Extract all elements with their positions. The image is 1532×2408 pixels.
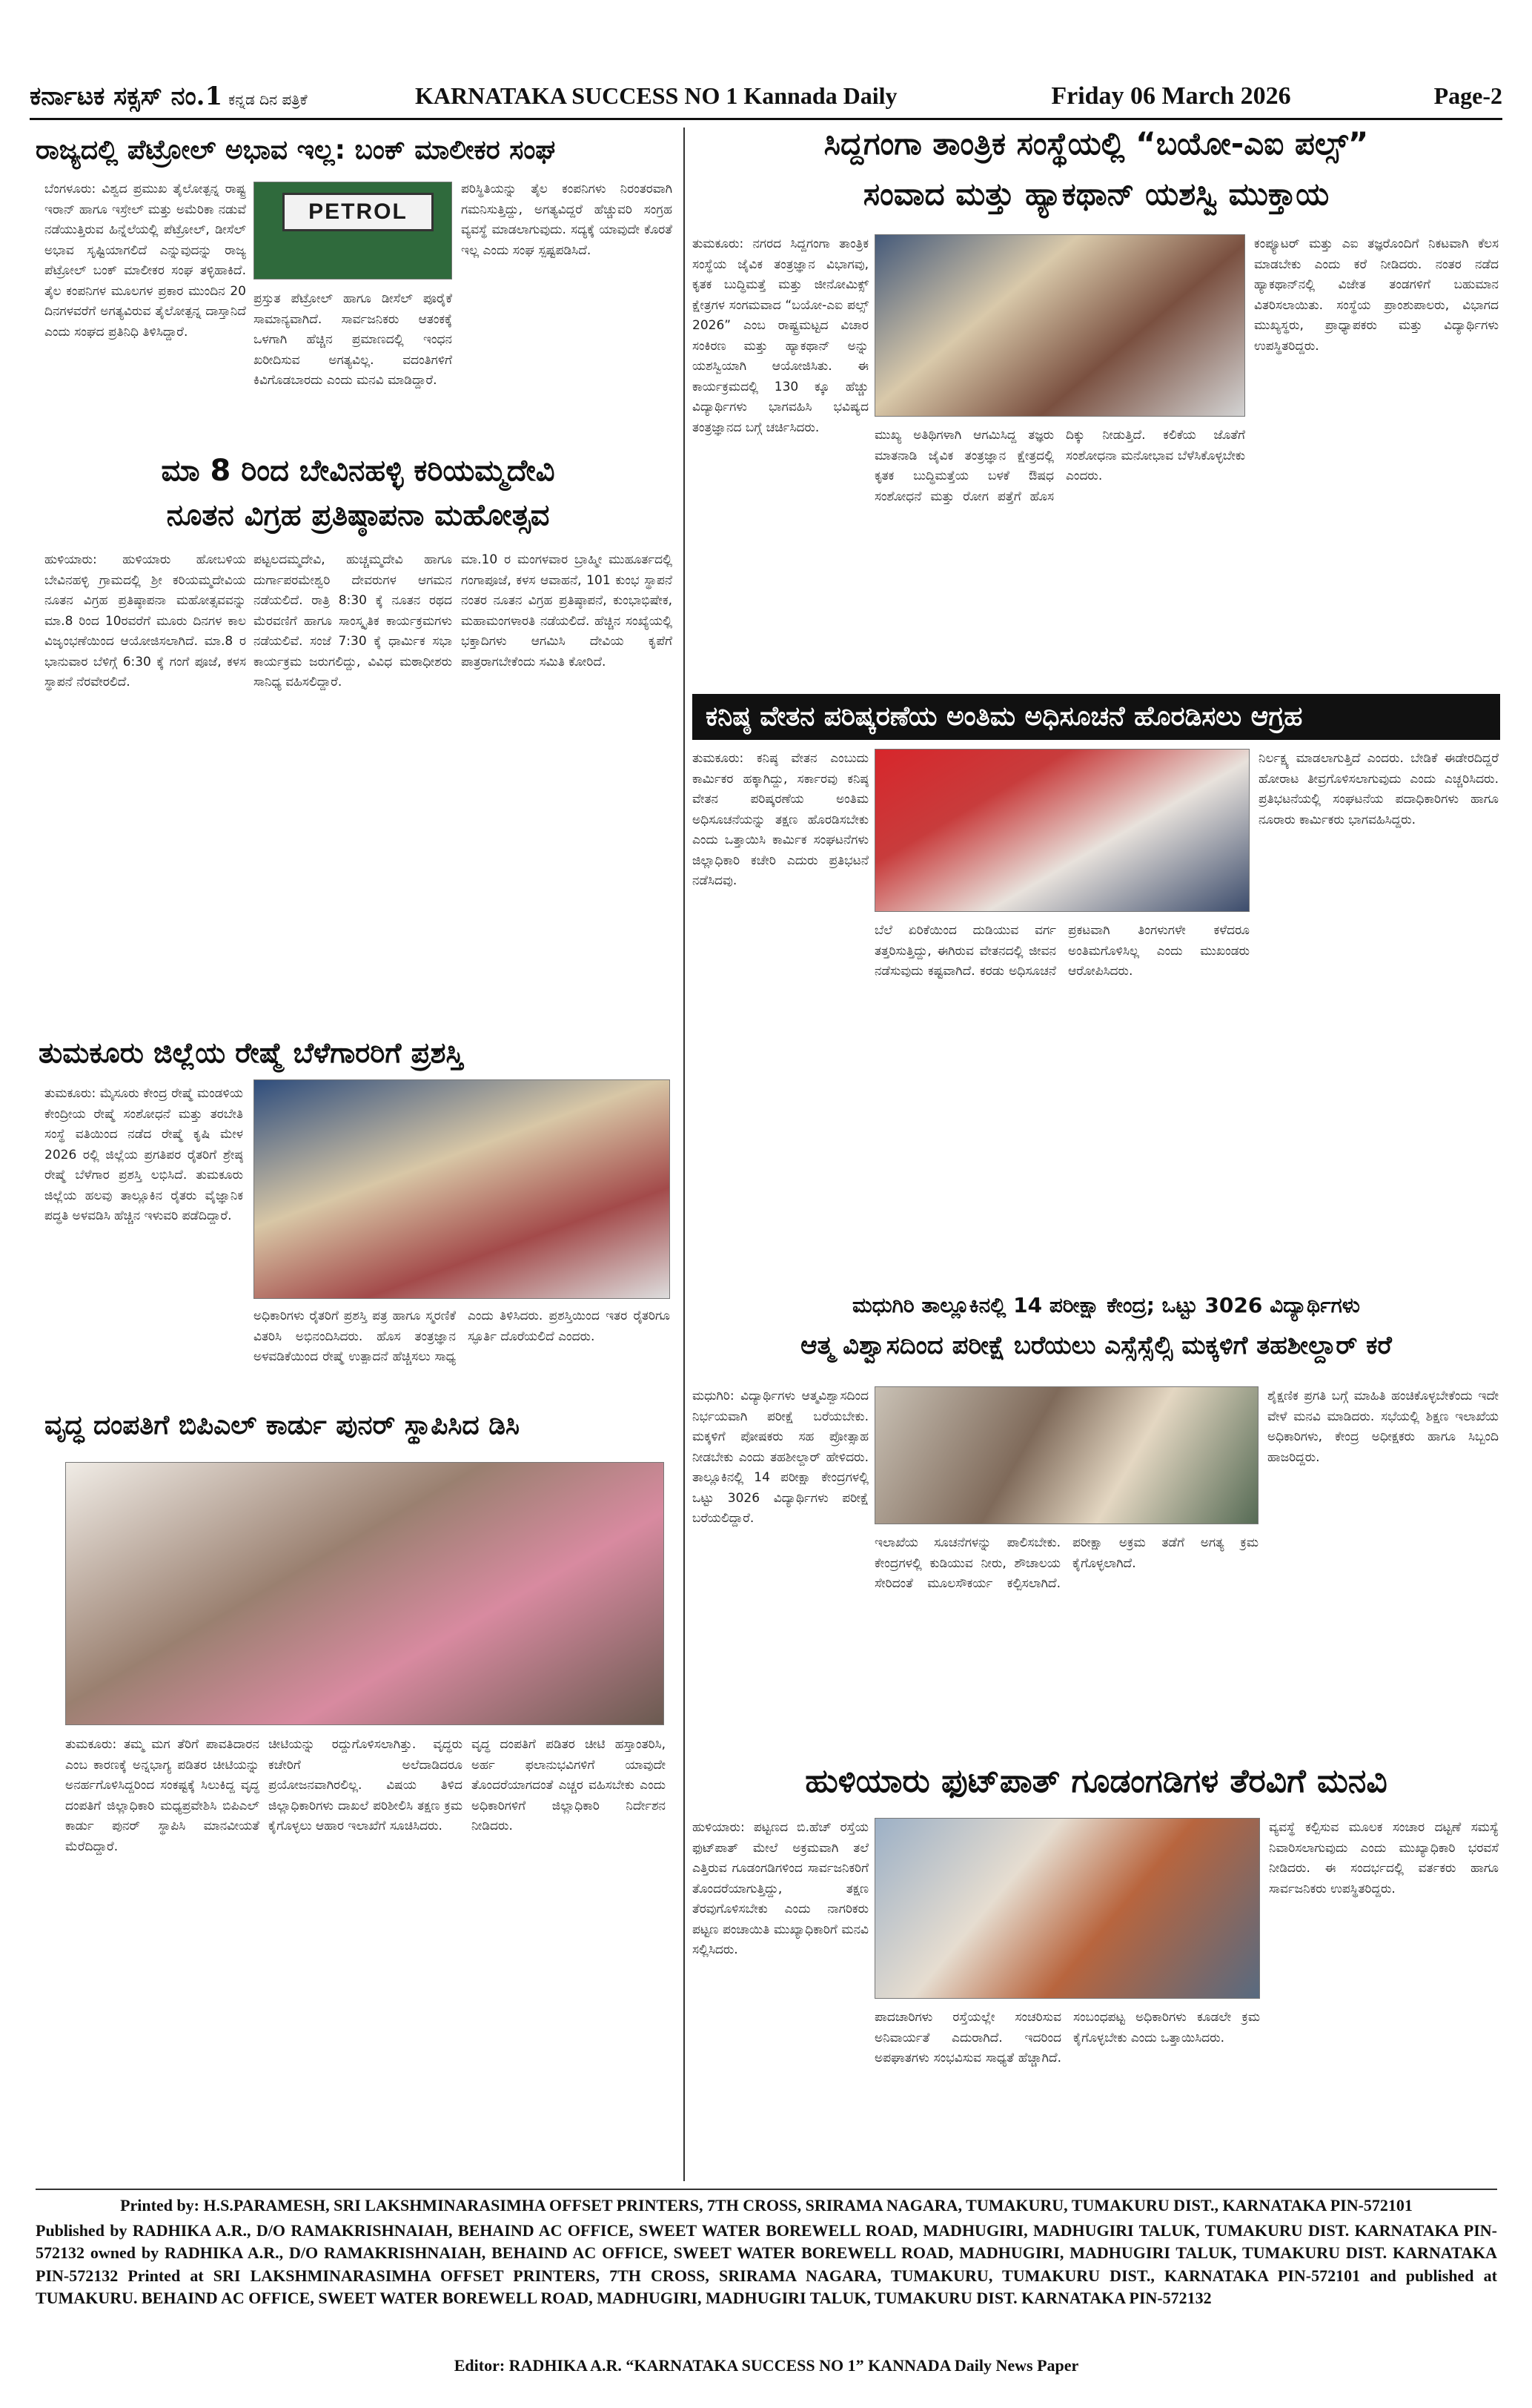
hackathon-body-col2: ಮುಖ್ಯ ಅತಿಥಿಗಳಾಗಿ ಆಗಮಿಸಿದ್ದ ತಜ್ಞರು ಮಾತನಾಡಿ ಜೈವಿಕ ತಂತ್ರಜ್ಞಾನ ಕ್ಷೇತ್ರದಲ್ಲಿ ಕೃತಕ ಬುದ್ಧಿಮತ್ತೆಯ ಬಳಕೆ ಔಷಧ ಸಂಶೋಧನೆ ಮತ್ತು ರೋಗ ಪತ್ತೆಗೆ ಹೊಸ ದಿಕ್ಕು ನೀಡುತ್ತಿದೆ. ಕಲಿಕೆಯ ಜೊತೆಗೆ ಸಂಶೋಧನಾ ಮನೋಭಾವ ಬೆಳೆಸಿಕೊಳ್ಳಬೇಕು ಎಂದರು. (875, 428, 1245, 504)
petrol-body-col1: ಬೆಂಗಳೂರು: ವಿಶ್ವದ ಪ್ರಮುಖ ತೈಲೋತ್ಪನ್ನ ರಾಷ್ಟ್ರ ಇರಾನ್ ಹಾಗೂ ಇಸ್ರೇಲ್ ಮತ್ತು ಅಮೆರಿಕಾ ನಡುವೆ ನಡೆಯುತ್ತಿರುವ ಹಿನ್ನೆಲೆಯಲ್ಲಿ ಪೆಟ್ರೋಲ್, ಡೀಸೆಲ್ ಅಭಾವ ಸೃಷ್ಟಿಯಾಗಲಿದೆ ಎನ್ನುವುದನ್ನು ರಾಜ್ಯ ಪೆಟ್ರೋಲ್ ಬಂಕ್ ಮಾಲೀಕರ ಸಂಘ ತಳ್ಳಿಹಾಕಿದೆ. ತೈಲ ಕಂಪನಿಗಳ ಮೂಲಗಳ ಪ್ರಕಾರ ಮುಂದಿನ 20 ದಿನಗಳವರೆಗೆ ಅಗತ್ಯವಿರುವ ತೈಲೋತ್ಪನ್ನ ದಾಸ್ತಾನಿದೆ ಎಂದು ಸಂಘದ ಪ್ರತಿನಿಧಿ ತಿಳಿಸಿದ್ದಾರೆ. (44, 182, 246, 340)
exam-meeting-photo (875, 1386, 1259, 1524)
masthead-logo-text: ಕರ್ನಾಟಕ ಸಕ್ಸಸ್ ನಂ.1 (30, 81, 223, 111)
wage-body-col1: ತುಮಕೂರು: ಕನಿಷ್ಠ ವೇತನ ಎಂಬುದು ಕಾರ್ಮಿಕರ ಹಕ್ಕಾಗಿದ್ದು, ಸರ್ಕಾರವು ಕನಿಷ್ಠ ವೇತನ ಪರಿಷ್ಕರಣೆಯ ಅಂತಿಮ ಅಧಿಸೂಚನೆಯನ್ನು ತಕ್ಷಣ ಹೊರಡಿಸಬೇಕು ಎಂದು ಒತ್ತಾಯಿಸಿ ಕಾರ್ಮಿಕ ಸಂಘಟನೆಗಳು ಜಿಲ್ಲಾಧಿಕಾರಿ ಕಚೇರಿ ಎದುರು ಪ್ರತಿಭಟನೆ ನಡೆಸಿದವು. (692, 751, 869, 889)
hackathon-body-col1: ತುಮಕೂರು: ನಗರದ ಸಿದ್ದಗಂಗಾ ತಾಂತ್ರಿಕ ಸಂಸ್ಥೆಯ ಜೈವಿಕ ತಂತ್ರಜ್ಞಾನ ವಿಭಾಗವು, ಕೃತಕ ಬುದ್ಧಿಮತ್ತೆ ಮತ್ತು ಜೀನೋಮಿಕ್ಸ್ ಕ್ಷೇತ್ರಗಳ ಸಂಗಮವಾದ “ಬಯೋ-ಎಐ ಪಲ್ಸ್ 2026” ಎಂಬ ರಾಷ್ಟ್ರಮಟ್ಟದ ವಿಚಾರ ಸಂಕಿರಣ ಮತ್ತು ಹ್ಯಾಕಥಾನ್ ಅನ್ನು ಯಶಸ್ವಿಯಾಗಿ ಆಯೋಜಿಸಿತು. ಈ ಕಾರ್ಯಕ್ರಮದಲ್ಲಿ 130 ಕ್ಕೂ ಹೆಚ್ಚು ವಿದ್ಯಾರ್ಥಿಗಳು ಭಾಗವಹಿಸಿ ಭವಿಷ್ಯದ ತಂತ್ರಜ್ಞಾನದ ಬಗ್ಗೆ ಚರ್ಚಿಸಿದರು. (692, 236, 869, 435)
silk-body-col2: ಅಧಿಕಾರಿಗಳು ರೈತರಿಗೆ ಪ್ರಶಸ್ತಿ ಪತ್ರ ಹಾಗೂ ಸ್ಮರಣಿಕೆ ವಿತರಿಸಿ ಅಭಿನಂದಿಸಿದರು. ಹೊಸ ತಂತ್ರಜ್ಞಾನ ಅಳವಡಿಕೆಯಿಂದ ರೇಷ್ಮೆ ಉತ್ಪಾದನೆ ಹೆಚ್ಚಿಸಲು ಸಾಧ್ಯ ಎಂದು ತಿಳಿಸಿದರು. ಪ್ರಶಸ್ತಿಯಿಂದ ಇತರ ರೈತರಿಗೂ ಸ್ಫೂರ್ತಿ ದೊರೆಯಲಿದೆ ಎಂದರು. (253, 1309, 670, 1365)
silk-award-photo (253, 1079, 670, 1299)
footer-rule (36, 2189, 1497, 2190)
wage-protest-photo (875, 749, 1250, 912)
bpl-headline: ವೃದ್ಧ ದಂಪತಿಗೆ ಬಿಪಿಎಲ್ ಕಾರ್ಡು ಪುನರ್ ಸ್ಥಾಪಿಸಿದ ಡಿಸಿ (44, 1410, 520, 1441)
hackathon-body-col3: ಕಂಪ್ಯೂಟರ್ ಮತ್ತು ಎಐ ತಜ್ಞರೊಂದಿಗೆ ನಿಕಟವಾಗಿ ಕೆಲಸ ಮಾಡಬೇಕು ಎಂದು ಕರೆ ನೀಡಿದರು. ನಂತರ ನಡೆದ ಹ್ಯಾಕಥಾನ್‌ನಲ್ಲಿ ವಿಜೇತ ತಂಡಗಳಿಗೆ ಬಹುಮಾನ ವಿತರಿಸಲಾಯಿತು. ಸಂಸ್ಥೆಯ ಪ್ರಾಂಶುಪಾಲರು, ವಿಭಾಗದ ಮುಖ್ಯಸ್ಥರು, ಪ್ರಾಧ್ಯಾಪಕರು ಮತ್ತು ವಿದ್ಯಾರ್ಥಿಗಳು ಉಪಸ್ಥಿತರಿದ್ದರು. (1254, 236, 1499, 354)
wage-body-col2: ಬೆಲೆ ಏರಿಕೆಯಿಂದ ದುಡಿಯುವ ವರ್ಗ ತತ್ತರಿಸುತ್ತಿದ್ದು, ಈಗಿರುವ ವೇತನದಲ್ಲಿ ಜೀವನ ನಡೆಸುವುದು ಕಷ್ಟವಾಗಿದೆ. ಕರಡು ಅಧಿಸೂಚನೆ ಪ್ರಕಟವಾಗಿ ತಿಂಗಳುಗಳೇ ಕಳೆದರೂ ಅಂತಿಮಗೊಳಿಸಿಲ್ಲ ಎಂದು ಮುಖಂಡರು ಆರೋಪಿಸಿದರು. (875, 923, 1250, 979)
footer-editor: Editor: RADHIKA A.R. “KARNATAKA SUCCESS NO 1” KANNADA Daily News Paper (454, 2356, 1079, 2375)
masthead (30, 74, 1502, 120)
footpath-body-col1: ಹುಳಿಯಾರು: ಪಟ್ಟಣದ ಬಿ.ಹೆಚ್ ರಸ್ತೆಯ ಫುಟ್‌ಪಾತ್ ಮೇಲೆ ಅಕ್ರಮವಾಗಿ ತಲೆ ಎತ್ತಿರುವ ಗೂಡಂಗಡಿಗಳಿಂದ ಸಾರ್ವಜನಿಕರಿಗೆ ತೊಂದರೆಯಾಗುತ್ತಿದ್ದು, ತಕ್ಷಣ ತೆರವುಗೊಳಿಸಬೇಕು ಎಂದು ನಾಗರಿಕರು ಪಟ್ಟಣ ಪಂಚಾಯಿತಿ ಮುಖ್ಯಾಧಿಕಾರಿಗೆ ಮನವಿ ಸಲ್ಲಿಸಿದರು. (692, 1820, 869, 1958)
petrol-photo (253, 182, 452, 280)
footpath-body-col3: ವ್ಯವಸ್ಥೆ ಕಲ್ಪಿಸುವ ಮೂಲಕ ಸಂಚಾರ ದಟ್ಟಣೆ ಸಮಸ್ಯೆ ನಿವಾರಿಸಲಾಗುವುದು ಎಂದು ಮುಖ್ಯಾಧಿಕಾರಿ ಭರವಸೆ ನೀಡಿದರು. ಈ ಸಂದರ್ಭದಲ್ಲಿ ವರ್ತಕರು ಹಾಗೂ ಸಾರ್ವಜನಿಕರು ಉಪಸ್ಥಿತರಿದ್ದರು. (1269, 1820, 1499, 1896)
masthead-name: KARNATAKA SUCCESS NO 1 Kannada Daily (415, 82, 898, 109)
masthead-tagline: ಕನ್ನಡ ದಿನ ಪತ್ರಿಕೆ (228, 90, 308, 108)
temple-headline-line2: ನೂತನ ವಿಗ್ರಹ ಪ್ರತಿಷ್ಠಾಪನಾ ಮಹೋತ್ಸವ (166, 498, 550, 532)
temple-headline-line1: ಮಾ 8 ರಿಂದ ಬೇವಿನಹಳ್ಳಿ ಕರಿಯಮ್ಮದೇವಿ (161, 454, 555, 488)
exam-body-col2: ಇಲಾಖೆಯ ಸೂಚನೆಗಳನ್ನು ಪಾಲಿಸಬೇಕು. ಕೇಂದ್ರಗಳಲ್ಲಿ ಕುಡಿಯುವ ನೀರು, ಶೌಚಾಲಯ ಸೇರಿದಂತೆ ಮೂಲಸೌಕರ್ಯ ಕಲ್ಪಿಸಲಾಗಿದೆ. ಪರೀಕ್ಷಾ ಅಕ್ರಮ ತಡೆಗೆ ಅಗತ್ಯ ಕ್ರಮ ಕೈಗೊಳ್ಳಲಾಗಿದೆ. (875, 1535, 1259, 1592)
bpl-body-col2: ಚೀಟಿಯನ್ನು ರದ್ದುಗೊಳಿಸಲಾಗಿತ್ತು. ವೃದ್ಧರು ಕಚೇರಿಗೆ ಅಲೆದಾಡಿದರೂ ಪ್ರಯೋಜನವಾಗಿರಲಿಲ್ಲ. ವಿಷಯ ತಿಳಿದ ಜಿಲ್ಲಾಧಿಕಾರಿಗಳು ದಾಖಲೆ ಪರಿಶೀಲಿಸಿ ತಕ್ಷಣ ಕ್ರಮ ಕೈಗೊಳ್ಳಲು ಆಹಾರ ಇಲಾಖೆಗೆ ಸೂಚಿಸಿದರು. (268, 1737, 462, 1834)
bpl-photo (65, 1462, 664, 1725)
exam-kicker: ಮಧುಗಿರಿ ತಾಲ್ಲೂಕಿನಲ್ಲಿ 14 ಪರೀಕ್ಷಾ ಕೇಂದ್ರ; ಒಟ್ಟು 3026 ವಿದ್ಯಾರ್ಥಿಗಳು (852, 1294, 1360, 1317)
footpath-body-col2: ಪಾದಚಾರಿಗಳು ರಸ್ತೆಯಲ್ಲೇ ಸಂಚರಿಸುವ ಅನಿವಾರ್ಯತೆ ಎದುರಾಗಿದೆ. ಇದರಿಂದ ಅಪಘಾತಗಳು ಸಂಭವಿಸುವ ಸಾಧ್ಯತೆ ಹೆಚ್ಚಾಗಿದೆ. ಸಂಬಂಧಪಟ್ಟ ಅಧಿಕಾರಿಗಳು ಕೂಡಲೇ ಕ್ರಮ ಕೈಗೊಳ್ಳಬೇಕು ಎಂದು ಒತ್ತಾಯಿಸಿದರು. (875, 2010, 1260, 2066)
masthead-date: Friday 06 March 2026 (1051, 82, 1291, 110)
hackathon-photo (875, 234, 1245, 417)
exam-headline: ಆತ್ಮ ವಿಶ್ವಾಸದಿಂದ ಪರೀಕ್ಷೆ ಬರೆಯಲು ಎಸ್ಸೆಸ್ಸೆಲ್ಸಿ ಮಕ್ಕಳಿಗೆ ತಹಶೀಲ್ದಾರ್ ಕರೆ (800, 1332, 1392, 1360)
temple-body-col1: ಹುಳಿಯಾರು: ಹುಳಿಯಾರು ಹೋಬಳಿಯ ಬೇವಿನಹಳ್ಳಿ ಗ್ರಾಮದಲ್ಲಿ ಶ್ರೀ ಕರಿಯಮ್ಮದೇವಿಯ ನೂತನ ವಿಗ್ರಹ ಪ್ರತಿಷ್ಠಾಪನಾ ಮಹೋತ್ಸವವನ್ನು ಮಾ.8 ರಿಂದ 10ರವರೆಗೆ ಮೂರು ದಿನಗಳ ಕಾಲ ವಿಜೃಂಭಣೆಯಿಂದ ಆಯೋಜಿಸಲಾಗಿದೆ. ಮಾ.8 ರ ಭಾನುವಾರ ಬೆಳಿಗ್ಗೆ 6:30 ಕ್ಕೆ ಗಂಗೆ ಪೂಜೆ, ಕಳಸ ಸ್ಥಾಪನೆ ನೆರವೇರಲಿದೆ. (44, 552, 246, 690)
bpl-body-col1: ತುಮಕೂರು: ತಮ್ಮ ಮಗ ತೆರಿಗೆ ಪಾವತಿದಾರನ ಎಂಬ ಕಾರಣಕ್ಕೆ ಅನ್ನಭಾಗ್ಯ ಪಡಿತರ ಚೀಟಿಯನ್ನು ಅನರ್ಹಗೊಳಿಸಿದ್ದರಿಂದ ಸಂಕಷ್ಟಕ್ಕೆ ಸಿಲುಕಿದ್ದ ವೃದ್ಧ ದಂಪತಿಗೆ ಜಿಲ್ಲಾಧಿಕಾರಿ ಮಧ್ಯಪ್ರವೇಶಿಸಿ ಬಿಪಿಎಲ್ ಕಾರ್ಡು ಪುನರ್ ಸ್ಥಾಪಿಸಿ ಮಾನವೀಯತೆ ಮೆರೆದಿದ್ದಾರೆ. (65, 1737, 259, 1854)
exam-body-col1: ಮಧುಗಿರಿ: ವಿದ್ಯಾರ್ಥಿಗಳು ಆತ್ಮವಿಶ್ವಾಸದಿಂದ ನಿರ್ಭಯವಾಗಿ ಪರೀಕ್ಷೆ ಬರೆಯಬೇಕು. ಮಕ್ಕಳಿಗೆ ಪೋಷಕರು ಸಹ ಪ್ರೋತ್ಸಾಹ ನೀಡಬೇಕು ಎಂದು ತಹಶೀಲ್ದಾರ್ ಹೇಳಿದರು. ತಾಲ್ಲೂಕಿನಲ್ಲಿ 14 ಪರೀಕ್ಷಾ ಕೇಂದ್ರಗಳಲ್ಲಿ ಒಟ್ಟು 3026 ವಿದ್ಯಾರ್ಥಿಗಳು ಪರೀಕ್ಷೆ ಬರೆಯಲಿದ್ದಾರೆ. (692, 1389, 869, 1526)
masthead-page-number: Page-2 (1433, 82, 1502, 109)
footpath-headline: ಹುಳಿಯಾರು ಫುಟ್‌ಪಾತ್ ಗೂಡಂಗಡಿಗಳ ತೆರವಿಗೆ ಮನವಿ (805, 1763, 1387, 1800)
petrol-headline: ರಾಜ್ಯದಲ್ಲಿ ಪೆಟ್ರೋಲ್ ಅಭಾವ ಇಲ್ಲ: ಬಂಕ್ ಮಾಲೀಕರ ಸಂಘ (36, 135, 556, 166)
temple-body-col2: ಪಟ್ಟಲದಮ್ಮದೇವಿ, ಹುಚ್ಚಮ್ಮದೇವಿ ಹಾಗೂ ದುರ್ಗಾಪರಮೇಶ್ವರಿ ದೇವರುಗಳ ಆಗಮನ ನಡೆಯಲಿದೆ. ರಾತ್ರಿ 8:30 ಕ್ಕೆ ನೂತನ ರಥದ ಮೆರವಣಿಗೆ ಹಾಗೂ ಸಾಂಸ್ಕೃತಿಕ ಕಾರ್ಯಕ್ರಮಗಳು ನಡೆಯಲಿವೆ. ಸಂಜೆ 7:30 ಕ್ಕೆ ಧಾರ್ಮಿಕ ಸಭಾ ಕಾರ್ಯಕ್ರಮ ಜರುಗಲಿದ್ದು, ವಿವಿಧ ಮಠಾಧೀಶರು ಸಾನಿಧ್ಯ ವಹಿಸಲಿದ್ದಾರೆ. (253, 552, 452, 690)
petrol-body-col2: ಪ್ರಸ್ತುತ ಪೆಟ್ರೋಲ್ ಹಾಗೂ ಡೀಸೆಲ್ ಪೂರೈಕೆ ಸಾಮಾನ್ಯವಾಗಿದೆ. ಸಾರ್ವಜನಿಕರು ಆತಂಕಕ್ಕೆ ಒಳಗಾಗಿ ಹೆಚ್ಚಿನ ಪ್ರಮಾಣದಲ್ಲಿ ಇಂಧನ ಖರೀದಿಸುವ ಅಗತ್ಯವಿಲ್ಲ. ವದಂತಿಗಳಿಗೆ ಕಿವಿಗೊಡಬಾರದು ಎಂದು ಮನವಿ ಮಾಡಿದ್ದಾರೆ. (253, 291, 452, 388)
bpl-body-col3: ವೃದ್ಧ ದಂಪತಿಗೆ ಪಡಿತರ ಚೀಟಿ ಹಸ್ತಾಂತರಿಸಿ, ಅರ್ಹ ಫಲಾನುಭವಿಗಳಿಗೆ ಯಾವುದೇ ತೊಂದರೆಯಾಗದಂತೆ ಎಚ್ಚರ ವಹಿಸಬೇಕು ಎಂದು ಅಧಿಕಾರಿಗಳಿಗೆ ಜಿಲ್ಲಾಧಿಕಾರಿ ನಿರ್ದೇಶನ ನೀಡಿದರು. (471, 1737, 666, 1834)
masthead-logo (30, 82, 415, 111)
hackathon-headline-line1: ಸಿದ್ದಗಂಗಾ ತಾಂತ್ರಿಕ ಸಂಸ್ಥೆಯಲ್ಲಿ “ಬಯೋ-ಎಐ ಪಲ್ಸ್” (823, 126, 1369, 162)
petrol-photo-sign: PETROL (282, 193, 434, 231)
hackathon-headline-line2: ಸಂವಾದ ಮತ್ತು ಹ್ಯಾಕಥಾನ್ ಯಶಸ್ವಿ ಮುಕ್ತಾಯ (863, 176, 1330, 212)
wage-headline: ಕನಿಷ್ಠ ವೇತನ ಪರಿಷ್ಕರಣೆಯ ಅಂತಿಮ ಅಧಿಸೂಚನೆ ಹೊರಡಿಸಲು ಆಗ್ರಹ (692, 694, 1500, 740)
exam-body-col3: ಶೈಕ್ಷಣಿಕ ಪ್ರಗತಿ ಬಗ್ಗೆ ಮಾಹಿತಿ ಹಂಚಿಕೊಳ್ಳಬೇಕೆಂದು ಇದೇ ವೇಳೆ ಮನವಿ ಮಾಡಿದರು. ಸಭೆಯಲ್ಲಿ ಶಿಕ್ಷಣ ಇಲಾಖೆಯ ಅಧಿಕಾರಿಗಳು, ಕೇಂದ್ರ ಅಧೀಕ್ಷಕರು ಹಾಗೂ ಸಿಬ್ಬಂದಿ ಹಾಜರಿದ್ದರು. (1267, 1389, 1499, 1465)
wage-body-col3: ನಿರ್ಲಕ್ಷ್ಯ ಮಾಡಲಾಗುತ್ತಿದೆ ಎಂದರು. ಬೇಡಿಕೆ ಈಡೇರದಿದ್ದರೆ ಹೋರಾಟ ತೀವ್ರಗೊಳಿಸಲಾಗುವುದು ಎಂದು ಎಚ್ಚರಿಸಿದರು. ಪ್ರತಿಭಟನೆಯಲ್ಲಿ ಸಂಘಟನೆಯ ಪದಾಧಿಕಾರಿಗಳು ಹಾಗೂ ನೂರಾರು ಕಾರ್ಮಿಕರು ಭಾಗವಹಿಸಿದ್ದರು. (1259, 751, 1499, 827)
column-divider (683, 128, 685, 2181)
silk-body-col1: ತುಮಕೂರು: ಮೈಸೂರು ಕೇಂದ್ರ ರೇಷ್ಮೆ ಮಂಡಳಿಯ ಕೇಂದ್ರೀಯ ರೇಷ್ಮೆ ಸಂಶೋಧನೆ ಮತ್ತು ತರಬೇತಿ ಸಂಸ್ಥೆ ವತಿಯಿಂದ ನಡೆದ ರೇಷ್ಮೆ ಕೃಷಿ ಮೇಳ 2026 ರಲ್ಲಿ ಜಿಲ್ಲೆಯ ಪ್ರಗತಿಪರ ರೈತರಿಗೆ ಶ್ರೇಷ್ಠ ರೇಷ್ಮೆ ಬೆಳೆಗಾರ ಪ್ರಶಸ್ತಿ ಲಭಿಸಿದೆ. ತುಮಕೂರು ಜಿಲ್ಲೆಯ ಹಲವು ತಾಲ್ಲೂಕಿನ ರೈತರು ವೈಜ್ಞಾನಿಕ ಪದ್ಧತಿ ಅಳವಡಿಸಿ ಹೆಚ್ಚಿನ ಇಳುವರಿ ಪಡೆದಿದ್ದಾರೆ. (44, 1086, 243, 1224)
temple-body-col3: ಮಾ.10 ರ ಮಂಗಳವಾರ ಬ್ರಾಹ್ಮೀ ಮುಹೂರ್ತದಲ್ಲಿ ಗಂಗಾಪೂಜೆ, ಕಳಸ ಆವಾಹನೆ, 101 ಕುಂಭ ಸ್ಥಾಪನೆ ನಂತರ ನೂತನ ವಿಗ್ರಹ ಪ್ರತಿಷ್ಠಾಪನೆ, ಕುಂಭಾಭಿಷೇಕ, ಮಹಾಮಂಗಳಾರತಿ ನಡೆಯಲಿದೆ. ಹೆಚ್ಚಿನ ಸಂಖ್ಯೆಯಲ್ಲಿ ಭಕ್ತಾದಿಗಳು ಆಗಮಿಸಿ ದೇವಿಯ ಕೃಪೆಗೆ ಪಾತ್ರರಾಗಬೇಕೆಂದು ಸಮಿತಿ ಕೋರಿದೆ. (461, 552, 672, 669)
petrol-body-col3: ಪರಿಸ್ಥಿತಿಯನ್ನು ತೈಲ ಕಂಪನಿಗಳು ನಿರಂತರವಾಗಿ ಗಮನಿಸುತ್ತಿದ್ದು, ಅಗತ್ಯವಿದ್ದರೆ ಹೆಚ್ಚುವರಿ ಸಂಗ್ರಹ ವ್ಯವಸ್ಥೆ ಮಾಡಲಾಗುವುದು. ಸದ್ಯಕ್ಕೆ ಯಾವುದೇ ಕೊರತೆ ಇಲ್ಲ ಎಂದು ಸಂಘ ಸ್ಪಷ್ಟಪಡಿಸಿದೆ. (461, 182, 672, 258)
footpath-photo (875, 1818, 1260, 1999)
silk-headline: ತುಮಕೂರು ಜಿಲ್ಲೆಯ ರೇಷ್ಮೆ ಬೆಳೆಗಾರರಿಗೆ ಪ್ರಶಸ್ತಿ (39, 1036, 463, 1070)
footer-publisher-info: Published by RADHIKA A.R., D/O RAMAKRISHNAIAH, BEHAIND AC OFFICE, SWEET WATER BOREWELL ROAD, MADHUGIRI, MADHUGIRI TALUK, TUMAKURU DIST. KARNATAKA PIN-572132 owned by RADHIKA A.R., D/O RAMAKRISHNAIAH, BEHAIND AC OFFICE, SWEET WATER BOREWELL ROAD, MADHUGIRI, MADHUGIRI TALUK, TUMAKURU DIST. KARNATAKA PIN-572132 Printed at SRI LAKSHMINARASIMHA OFFSET PRINTERS, 7TH CROSS, SRIRAMA NAGARA, TUMAKURU, TUMAKURU DIST., KARNATAKA PIN-572101 and published at TUMAKURU. BEHAIND AC OFFICE, SWEET WATER BOREWELL ROAD, MADHUGIRI, MADHUGIRI TALUK, TUMAKURU DIST. KARNATAKA PIN-572132 (36, 2221, 1497, 2308)
footer-printed-by: Printed by: H.S.PARAMESH, SRI LAKSHMINARASIMHA OFFSET PRINTERS, 7TH CROSS, SRIRAMA NAGARA, TUMAKURU, TUMAKURU DIST., KARNATAKA PIN-572101 (120, 2196, 1413, 2214)
